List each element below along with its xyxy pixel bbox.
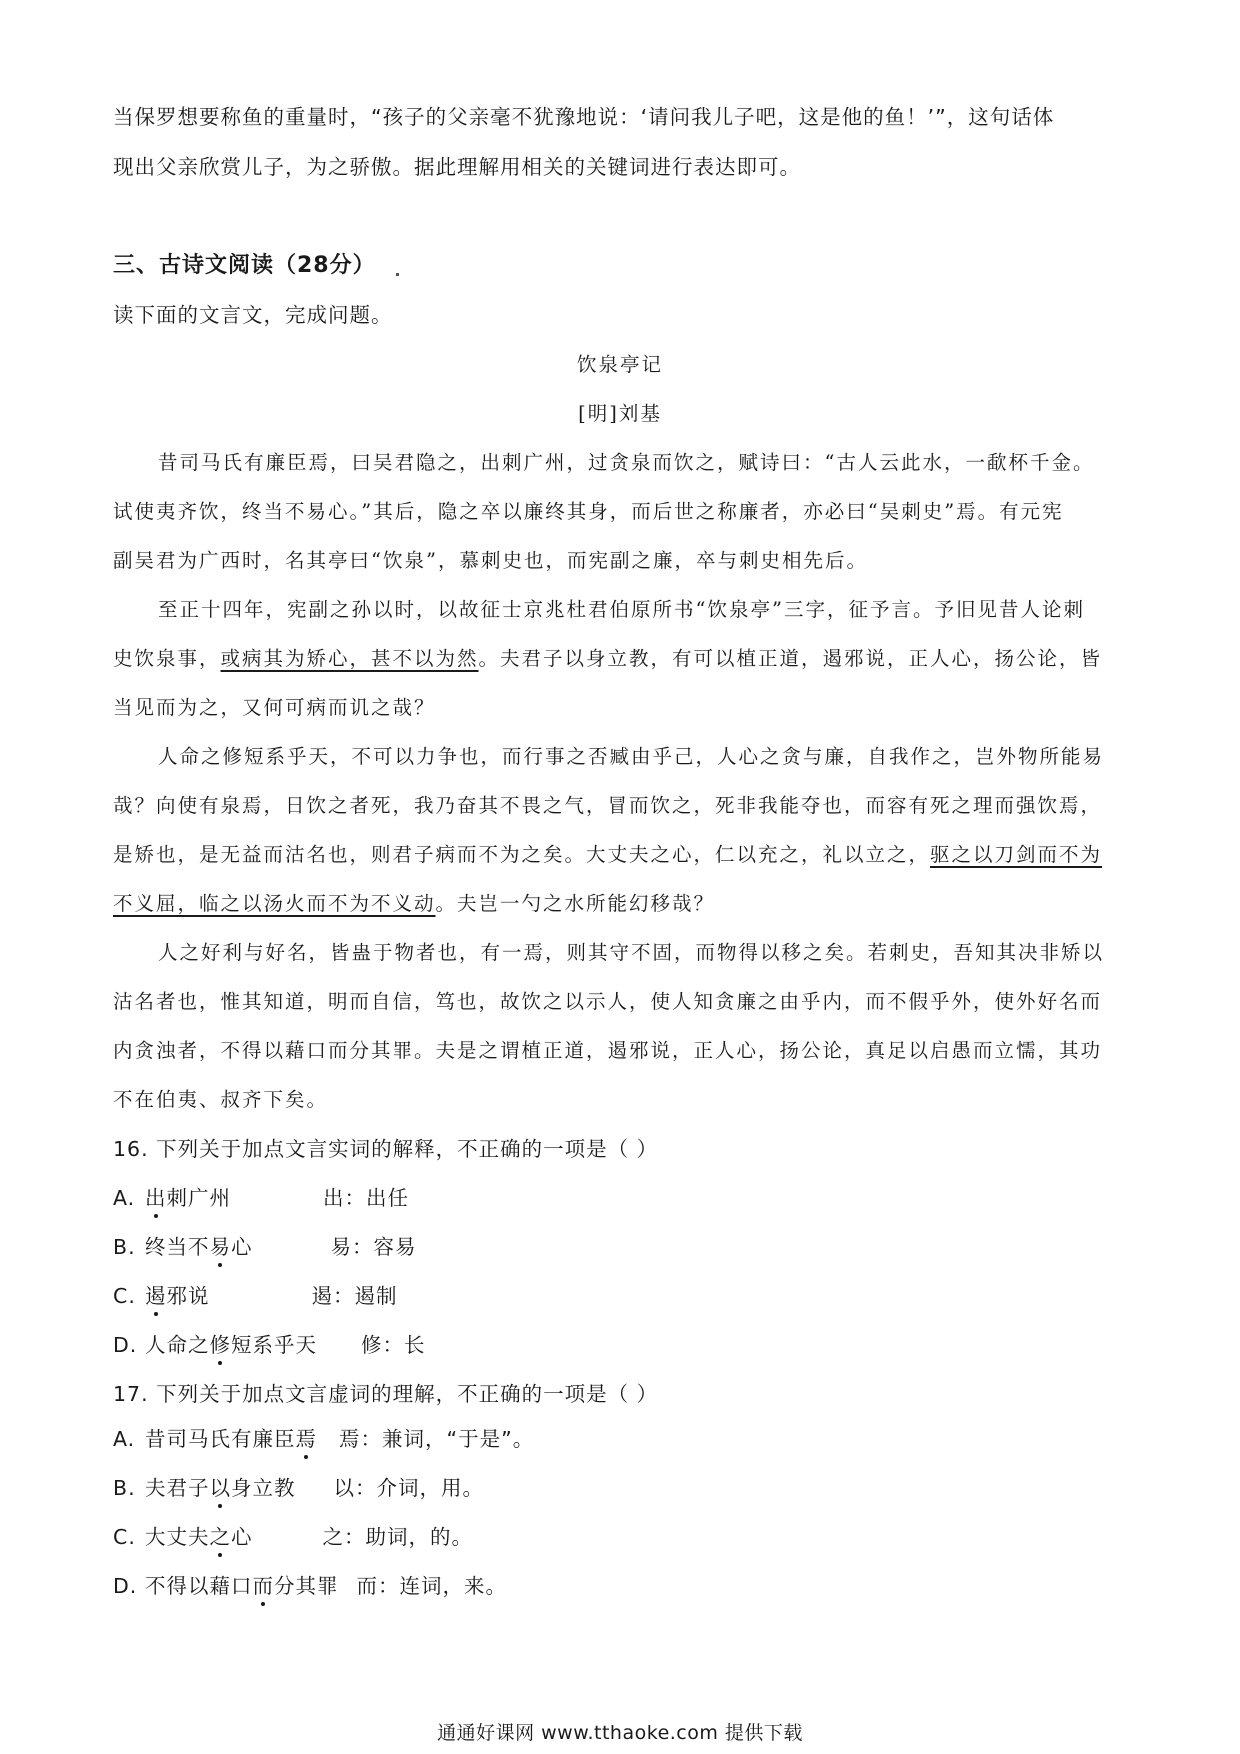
section-instruction: 读下面的文言文，完成问题。 (113, 303, 393, 327)
option-letter: A. (113, 1427, 136, 1451)
option-letter: D. (113, 1574, 138, 1598)
passage-text: 史饮泉事， (113, 647, 221, 670)
option-text: 人命之 (145, 1333, 210, 1357)
question-16-option-b (113, 1232, 417, 1262)
passage-p2-line-3: 当见而为之，又何可病而讥之哉？ (113, 696, 436, 719)
option-text: 短系乎天 (231, 1333, 317, 1357)
passage-author: [明]刘基 (578, 402, 662, 425)
option-letter: C. (113, 1284, 136, 1308)
dotted-char: 而 (253, 1571, 275, 1601)
dotted-char: 焉 (296, 1424, 318, 1454)
option-letter: A. (113, 1186, 136, 1210)
passage-text: 。夫君子以身立教，有可以植正道，遏邪说，正人心，扬公论，皆 (478, 647, 1103, 670)
option-letter: D. (113, 1333, 138, 1357)
dotted-char: 易 (210, 1232, 232, 1262)
section-heading: 三、古诗文阅读（28分） (113, 253, 376, 278)
option-gloss: 焉：兼词，“于是”。 (339, 1427, 535, 1451)
passage-p1-line-3: 副吴君为广西时，名其亭曰“饮泉”，慕刺史也，而宪副之廉，卒与刺史相先后。 (113, 549, 868, 572)
underlined-sentence-2-cont: 不义屈，临之以汤火而不为不义动 (113, 892, 436, 915)
passage-p2-line-2 (113, 644, 1102, 674)
dotted-char: 遏 (145, 1281, 167, 1311)
passage-p3-line-1: 人命之修短系乎天，不可以力争也，而行事之否臧由乎己，人心之贪与廉，自我作之，岂外物所能易 (158, 745, 1105, 768)
question-16-stem: 16. 下列关于加点文言实词的解释，不正确的一项是（ ） (113, 1137, 659, 1161)
question-16-option-c (113, 1281, 398, 1311)
passage-p1-line-2: 试使夷齐饮，终当不易心。”其后，隐之卒以廉终其身，而后世之称廉者，亦必曰“吴刺史”焉。有元宪 (113, 500, 1064, 523)
option-gloss: 以：介词，用。 (333, 1476, 484, 1500)
passage-p3-line-4 (113, 889, 715, 919)
option-text: 分其罪 (274, 1574, 339, 1598)
question-16-option-d (113, 1330, 426, 1360)
option-letter: B. (113, 1235, 136, 1259)
option-text: 身立教 (231, 1476, 296, 1500)
underlined-sentence-2: 驱之以刀剑而不为 (930, 843, 1103, 866)
option-letter: B. (113, 1476, 136, 1500)
intro-line-2: 现出父亲欣赏儿子，为之骄傲。据此理解用相关的关键词进行表达即可。 (113, 155, 801, 179)
passage-p3-line-2: 哉？向使有泉焉，日饮之者死，我乃奋其不畏之气，冒而饮之，死非我能夺也，而容有死之理而强饮焉， (113, 794, 1103, 817)
dotted-char: 以 (210, 1473, 232, 1503)
option-gloss: 易：容易 (330, 1235, 417, 1259)
option-text: 心 (231, 1525, 253, 1549)
option-text: 不得以藉口 (145, 1574, 253, 1598)
option-gloss: 出：出任 (323, 1186, 409, 1210)
option-text: 大丈夫 (145, 1525, 210, 1549)
option-gloss: 遏：遏制 (311, 1284, 398, 1308)
option-gloss: 而：连词，来。 (356, 1574, 507, 1598)
option-text: 终当不 (145, 1235, 210, 1259)
passage-text: 是矫也，是无益而沽名也，则君子病而不为之矣。大丈夫之心，仁以充之，礼以立之， (113, 843, 931, 866)
footer-source: 通通好课网 www.tthaoke.com 提供下载 (437, 1722, 803, 1744)
passage-text: 。夫岂一勺之水所能幻移哉？ (435, 892, 716, 915)
underlined-sentence-1: 或病其为矫心，甚不以为然 (220, 647, 479, 670)
question-17-option-d (113, 1571, 507, 1601)
dotted-char: 出 (145, 1183, 167, 1213)
option-text: 昔司马氏有廉臣 (145, 1427, 296, 1451)
question-17-stem: 17. 下列关于加点文言虚词的理解，不正确的一项是（ ） (113, 1382, 659, 1406)
passage-p2-line-1: 至正十四年，宪副之孙以时，以故征士京兆杜君伯原所书“饮泉亭”三字，征予言。予旧见昔人论刺 (158, 598, 1085, 621)
option-text: 夫君子 (145, 1476, 210, 1500)
option-gloss: 修：长 (361, 1333, 426, 1357)
question-17-option-c (113, 1522, 473, 1552)
question-16-option-a (113, 1183, 409, 1213)
passage-p4-line-2: 沽名者也，惟其知道，明而自信，笃也，故饮之以示人，使人知贪廉之由乎内，而不假乎外，使外好名而 (113, 990, 1103, 1013)
scan-mark (396, 273, 399, 276)
question-17-option-b (113, 1473, 484, 1503)
passage-p1-line-1: 昔司马氏有廉臣焉，曰吴君隐之，出刺广州，过贪泉而饮之，赋诗曰：“古人云此水，一歃杯千金。 (158, 451, 1095, 474)
option-letter: C. (113, 1525, 136, 1549)
question-17-option-a (113, 1424, 534, 1454)
passage-p4-line-3: 内贪浊者，不得以藉口而分其罪。夫是之谓植正道，遏邪说，正人心，扬公论，真足以启愚而立懦，其功 (113, 1039, 1103, 1062)
option-text: 邪说 (166, 1284, 210, 1308)
passage-p3-line-3 (113, 840, 1102, 870)
passage-title: 饮泉亭记 (576, 353, 663, 376)
option-text: 心 (231, 1235, 253, 1259)
dotted-char: 之 (210, 1522, 232, 1552)
passage-p4-line-1: 人之好利与好名，皆蛊于物者也，有一焉，则其守不固，而物得以移之矣。若刺史，吾知其决非矫以 (158, 941, 1105, 964)
dotted-char: 修 (210, 1330, 232, 1360)
passage-p4-line-4: 不在伯夷、叔齐下矣。 (113, 1088, 329, 1111)
intro-line-1: 当保罗想要称鱼的重量时，“孩子的父亲毫不犹豫地说：‘请问我儿子吧，这是他的鱼！’”，这句话体 (113, 105, 1055, 129)
option-text: 刺广州 (166, 1186, 231, 1210)
option-gloss: 之：助词，的。 (322, 1525, 473, 1549)
